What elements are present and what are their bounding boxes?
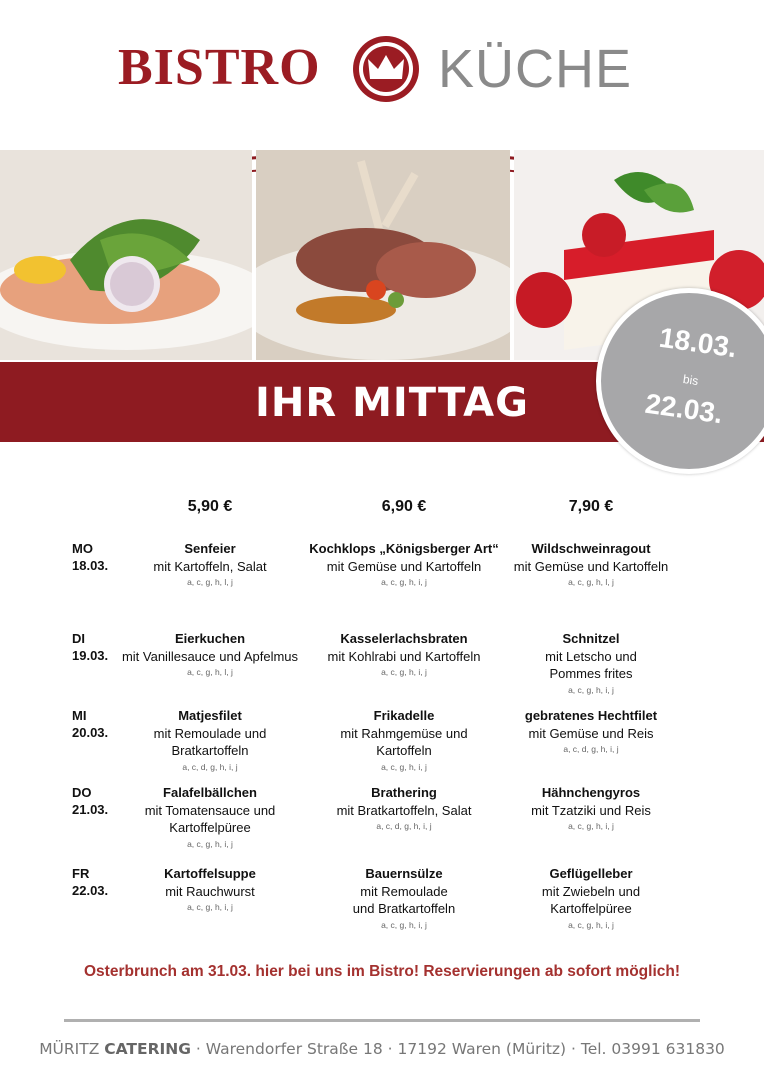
day-label [72, 865, 108, 899]
footer-company-a: MÜRITZ [39, 1040, 105, 1058]
dish [491, 707, 691, 757]
day-name: DO [72, 785, 92, 800]
photo-lamb [256, 150, 510, 360]
dish [110, 630, 310, 680]
day-label [72, 630, 108, 664]
dish-description: mit Vanillesauce und Apfelmus [121, 648, 299, 664]
date-from: 18.03. [657, 321, 739, 364]
dish [491, 865, 691, 933]
dish-description: Pommes frites [549, 666, 633, 681]
logo [0, 28, 764, 108]
dish-description: mit Rauchwurst [165, 883, 255, 899]
dish [304, 865, 504, 933]
dish-allergens: a, c, d, g, h, i, j [563, 744, 619, 754]
dish-description: mit Kohlrabi und Kartoffeln [327, 648, 481, 664]
dish-description: Bratkartoffeln [171, 743, 249, 758]
dish [491, 630, 691, 698]
dish-description: mit Letscho und [545, 648, 637, 664]
dish [304, 707, 504, 775]
dish-description: Kartoffelpüree [169, 820, 251, 835]
dish-description: mit Bratkartoffeln, Salat [336, 802, 472, 818]
dish-allergens: a, c, d, g, h, i, j [182, 761, 238, 772]
dish-name: Bauernsülze [365, 866, 443, 881]
footer-company-b: CATERING [104, 1040, 191, 1058]
date-badge [596, 288, 764, 474]
dish-name: Falafelbällchen [163, 785, 257, 800]
dish-allergens: a, c, g, h, i, j [187, 902, 233, 912]
dish-description: mit Gemüse und Reis [528, 725, 654, 741]
day-label [72, 540, 108, 574]
dish-name: Matjesfilet [178, 708, 242, 723]
day-label [72, 784, 108, 818]
dish-allergens: a, c, g, h, i, j [381, 667, 427, 677]
price-col-3: 7,90 € [568, 498, 614, 515]
dish-name: Kasselerlachsbraten [340, 631, 468, 646]
dish-name: Eierkuchen [174, 631, 246, 646]
dish [491, 784, 691, 834]
dish-name: Kartoffelsuppe [164, 866, 256, 881]
date-to: 22.03. [643, 387, 725, 430]
dish-name: gebratenes Hechtfilet [524, 708, 658, 723]
dish [491, 540, 691, 590]
day-date: 18.03. [72, 558, 109, 573]
dish-name: Hähnchengyros [541, 785, 641, 800]
dish-name: Geflügelleber [549, 866, 633, 881]
dish-allergens: a, c, g, h, l, j [187, 577, 233, 587]
price-col-2: 6,90 € [381, 498, 427, 515]
dish [304, 630, 504, 680]
dish-allergens: a, c, g, h, i, j [568, 919, 614, 930]
day-name: MI [72, 708, 87, 723]
day-name: DI [72, 631, 85, 646]
dish-allergens: a, c, g, h, i, j [381, 761, 427, 772]
dish-name: Brathering [371, 785, 437, 800]
footer-address: · Warendorfer Straße 18 · 17192 Waren (Müritz) · Tel. 03991 631830 [191, 1040, 725, 1058]
announcement: Osterbrunch am 31.03. hier bei uns im Bistro! Reservierungen ab sofort möglich! [83, 963, 681, 980]
day-name: MO [72, 541, 93, 556]
date-separator: bis [682, 372, 700, 388]
dish-description: mit Tomatensauce und [144, 802, 276, 818]
dish-allergens: a, c, g, h, i, j [187, 838, 233, 849]
day-date: 22.03. [72, 883, 109, 898]
divider [64, 1019, 700, 1022]
crown-icon [350, 33, 422, 105]
dish [110, 784, 310, 852]
price-col-1: 5,90 € [187, 498, 233, 515]
dish [110, 865, 310, 915]
dish-allergens: a, c, d, g, h, i, j [376, 821, 432, 831]
day-date: 19.03. [72, 648, 109, 663]
day-date: 20.03. [72, 725, 109, 740]
dish-description: mit Rahmgemüse und [340, 725, 468, 741]
dish [304, 784, 504, 834]
dish-allergens: a, c, g, h, i, j [568, 684, 614, 695]
dish-allergens: a, c, g, h, i, j [381, 577, 427, 587]
brand-kueche: KÜCHE [438, 39, 633, 99]
dish-description: Kartoffeln [376, 743, 432, 758]
dish-description: mit Remoulade und [153, 725, 267, 741]
dish-description: mit Zwiebeln und [541, 883, 641, 899]
day-name: FR [72, 866, 90, 881]
dish [304, 540, 504, 590]
footer [0, 1040, 764, 1058]
dish-allergens: a, c, g, h, l, j [187, 667, 233, 677]
dish-description: mit Gemüse und Kartoffeln [326, 558, 482, 574]
dish-name: Senfeier [184, 541, 236, 556]
dish-description: mit Gemüse und Kartoffeln [513, 558, 669, 574]
dish-name: Kochklops „Königsberger Art“ [309, 541, 499, 556]
dish-allergens: a, c, g, h, l, j [568, 577, 614, 587]
day-label [72, 707, 108, 741]
dish-allergens: a, c, g, h, i, j [568, 821, 614, 831]
dish-description: mit Kartoffeln, Salat [153, 558, 267, 574]
dish-description: und Bratkartoffeln [352, 901, 456, 916]
day-date: 21.03. [72, 802, 109, 817]
dish [110, 540, 310, 590]
page-title: IHR MITTAG [255, 380, 529, 426]
brand-bistro: BISTRO [118, 39, 321, 96]
dish [110, 707, 310, 775]
dish-description: mit Remoulade [360, 883, 448, 899]
photo-carpaccio [0, 150, 252, 360]
dish-description: Kartoffelpüree [550, 901, 632, 916]
dish-name: Wildschweinragout [531, 541, 651, 556]
dish-name: Frikadelle [373, 708, 435, 723]
dish-name: Schnitzel [562, 631, 620, 646]
dish-allergens: a, c, g, h, i, j [381, 919, 427, 930]
dish-description: mit Tzatziki und Reis [531, 802, 651, 818]
